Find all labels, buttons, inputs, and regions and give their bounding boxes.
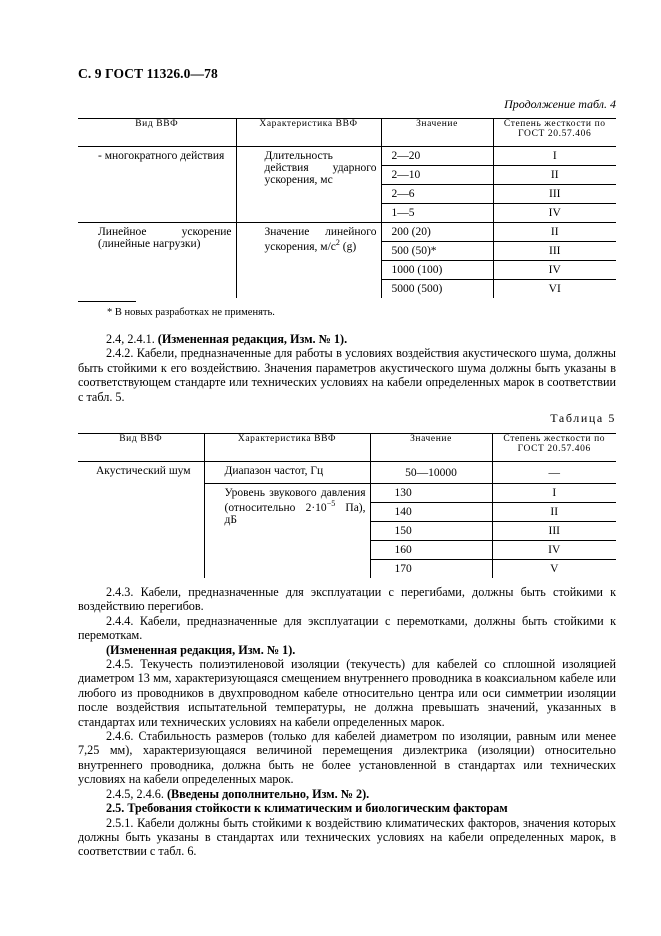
table-5-value-cell: 140 <box>370 503 492 522</box>
table-4-header-value: Значение <box>381 119 493 147</box>
table-5-caption: Таблица 5 <box>550 411 616 425</box>
table-4-value-cell: 2—6 <box>381 185 493 204</box>
table-4-degree-cell: IV <box>493 261 616 280</box>
table-cell-text: Значение линейного ускорения, м/с <box>264 226 377 253</box>
table-4-degree-cell: VI <box>493 280 616 299</box>
table-4-value-cell: 5000 (500) <box>381 280 493 299</box>
paragraph-2-4-4: 2.4.4. Кабели, предназначенные для эксплуатации с перемотками, должны быть стойкими к перемоткам. <box>78 613 616 643</box>
table-row <box>78 462 616 484</box>
table-continuation-label: Продолжение табл. 4 <box>504 97 616 111</box>
table-5-degree-cell: IV <box>492 541 616 560</box>
table-cell-text: Диапазон частот, Гц <box>224 465 324 477</box>
superscript: 2 <box>335 238 340 247</box>
table-4-degree-cell: IV <box>493 204 616 223</box>
paragraph-2-4-1 <box>78 332 616 346</box>
table-5-header-degree: Степень жесткости по ГОСТ 20.57.406 <box>492 434 616 462</box>
table-cell-text: Уровень звукового давления (относительно 2·10 <box>224 487 366 514</box>
table-cell-text: Линейное ускорение (линейные нагрузки) <box>98 226 232 250</box>
page-header: С. 9 ГОСТ 11326.0—78 <box>78 66 218 81</box>
paragraph-2-4-2: 2.4.2. Кабели, предназначенные для работы в условиях воздействия акустического шума, должны быть стойкими к его воздействию. Значения параметров акустического шума должны быть указаны в соответствующем стандарте или технических условиях на кабели определенных марок в соответствии с табл. 5. <box>78 346 616 404</box>
table-4-header-row <box>78 119 616 147</box>
table-4-header-kind: Вид ВВФ <box>78 119 236 147</box>
table-4-header-characteristic: Характеристика ВВФ <box>236 119 381 147</box>
table-5-value-cell: 50—10000 <box>370 462 492 484</box>
table-4-value-cell: 200 (20) <box>381 223 493 242</box>
table-5-header-characteristic: Характеристика ВВФ <box>204 434 370 462</box>
table-5-degree-cell: V <box>492 560 616 579</box>
table-cell-text: Акустический шум <box>96 465 191 477</box>
table-cell-text: Па), дБ <box>224 501 366 526</box>
table-5 <box>78 433 616 578</box>
table-4-value-cell: 2—20 <box>381 147 493 166</box>
paragraph-2-4-5-2-4-6 <box>78 787 616 801</box>
table-4-value-cell: 2—10 <box>381 166 493 185</box>
table-cell-text: (g) <box>339 240 357 253</box>
section-2-5-title: 2.5. Требования стойкости к климатическим и биологическим факторам <box>106 801 508 816</box>
table-5-degree-cell: III <box>492 522 616 541</box>
table-4-degree-cell: III <box>493 242 616 261</box>
table-4 <box>78 118 616 298</box>
amendment-note: (Измененная редакция, Изм. № 1). <box>157 332 348 346</box>
table-4-degree-cell: II <box>493 223 616 242</box>
table-5-header-kind: Вид ВВФ <box>78 434 204 462</box>
table-4-value-cell: 500 (50)* <box>381 242 493 261</box>
table-4-value-cell: 1—5 <box>381 204 493 223</box>
paragraph-2-4-3: 2.4.3. Кабели, предназначенные для эксплуатации с перегибами, должны быть стойкими к воздействию перегибов. <box>78 585 616 614</box>
paragraph-2-4-5: 2.4.5. Текучесть полиэтиленовой изоляции (текучесть) для кабелей со сплошной изоляцией диаметром 13 мм, характеризующаяся смещением внутреннего проводника в коаксиальном кабеле или любого из проводников в двухпроводном кабеле относительно центра или оси симметрии изоляции после воздействия испытательной температуры, не должна превышать значений, указанных в стандартах или технических условиях на кабели определенных марок. <box>78 657 616 729</box>
table-5-degree-cell: I <box>492 484 616 503</box>
table-5-degree-cell: — <box>492 462 616 484</box>
paragraphs-2-4 <box>78 332 616 404</box>
paragraphs-2-4-3-to-2-5-1 <box>78 585 616 859</box>
table-4-header-degree: Степень жесткости по ГОСТ 20.57.406 <box>493 119 616 147</box>
paragraph-2-4-6: 2.4.6. Стабильность размеров (только для кабелей диаметром по изоляции, равным или менее 7,25 мм), характеризующаяся величиной перемещения диэлектрика (изоляции) относительно внутреннего проводника, должна быть не более установленной в стандартах или технических условиях на кабели определенных марок. <box>78 729 616 787</box>
table-cell-text: - многократного действия <box>98 150 225 162</box>
table-row <box>78 147 616 166</box>
table-5-value-cell: 130 <box>370 484 492 503</box>
paragraph-2-5-1: 2.5.1. Кабели должны быть стойкими к воздействию климатических факторов, значения которых должны быть указаны в стандартах или технических условиях на кабели определенных марок, в соответствии с табл. 6. <box>78 815 616 859</box>
table-5-characteristic-cell <box>204 484 370 579</box>
table-cell-text: Длительность действия ударного ускорения, мс <box>264 150 377 186</box>
paragraph-number: 2.4, 2.4.1. <box>106 332 158 346</box>
table-4-degree-cell: II <box>493 166 616 185</box>
table-5-characteristic-cell <box>204 462 370 484</box>
table-5-header-row <box>78 434 616 462</box>
table-4-kind-cell <box>78 147 236 223</box>
table-5-kind-cell <box>78 462 204 579</box>
table-4-value-cell: 1000 (100) <box>381 261 493 280</box>
amendment-note: (Введены дополнительно, Изм. № 2). <box>166 786 370 801</box>
table-5-header-value: Значение <box>370 434 492 462</box>
table-4-characteristic-cell <box>236 147 381 223</box>
table-5-degree-cell: II <box>492 503 616 522</box>
table-5-value-cell: 170 <box>370 560 492 579</box>
footnote-divider <box>78 301 136 302</box>
table-4-kind-cell <box>78 223 236 299</box>
table-4-characteristic-cell <box>236 223 381 299</box>
footnote: * В новых разработках не применять. <box>107 307 275 318</box>
paragraph-number: 2.4.5, 2.4.6. <box>106 786 167 801</box>
superscript: −5 <box>326 499 336 508</box>
amendment-note: (Измененная редакция, Изм. № 1). <box>106 642 296 657</box>
table-4-degree-cell: III <box>493 185 616 204</box>
table-5-value-cell: 150 <box>370 522 492 541</box>
table-5-value-cell: 160 <box>370 541 492 560</box>
table-4-degree-cell: I <box>493 147 616 166</box>
table-row <box>78 223 616 242</box>
